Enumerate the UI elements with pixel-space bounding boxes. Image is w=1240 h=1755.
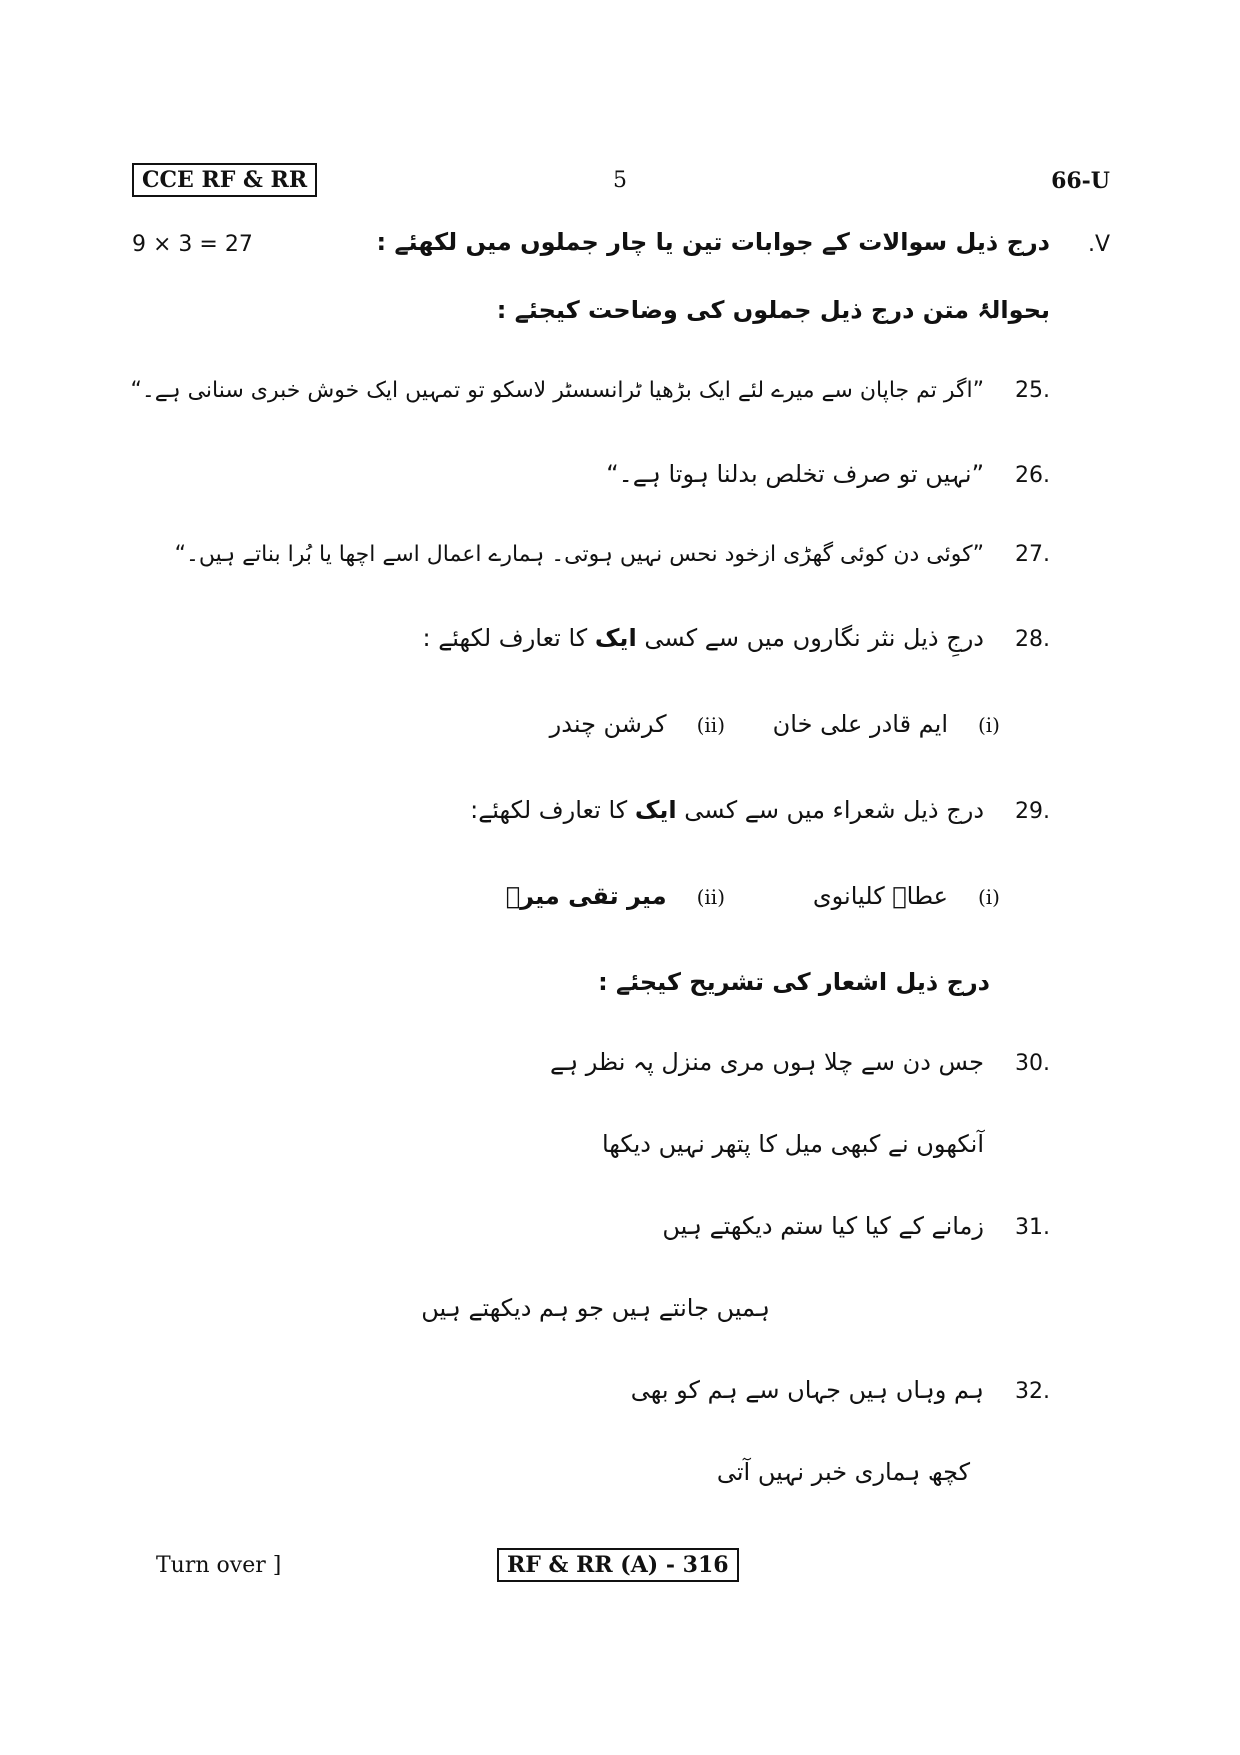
question-number: 26. [1015,463,1050,488]
question-29 [470,796,1050,824]
question-number: 30. [1015,1051,1050,1076]
question-number: 25. [1015,378,1050,403]
question-text-after: کا تعارف لکھئے : [422,624,588,652]
option-label: (ii) [696,713,725,737]
question-text-before: درجِ ذیل نثر نگاروں میں سے کسی [644,624,984,652]
q28-option-1 [773,710,1000,738]
question-number: 28. [1015,627,1050,652]
question-number: 32. [1015,1379,1050,1404]
option-label: (i) [977,885,1000,909]
option-text: ایم قادر علی خان [772,710,948,738]
option-label: (ii) [696,885,725,909]
option-text: عطاؔ کلیانوی [812,882,948,910]
question-number: 31. [1015,1215,1050,1240]
header-left-box [132,163,317,197]
question-text-bold: ایک [634,796,677,824]
question-26 [606,460,1050,488]
question-text: ”کوئی دن کوئی گھڑی ازخود نحس نہیں ہوتی۔ ہمارے اعمال اسے اچھا یا بُرا بناتے ہیں۔“ [174,542,984,567]
poetry-instruction: درج ذیل اشعار کی تشریح کیجئے : [598,968,990,996]
q29-option-2 [506,882,725,910]
question-text: ”نہیں تو صرف تخلص بدلنا ہوتا ہے۔“ [606,460,984,488]
q30-verse-line-2: آنکھوں نے کبھی میل کا پتھر نہیں دیکھا [601,1130,984,1158]
question-text-after: کا تعارف لکھئے: [470,796,628,824]
footer-code-box [497,1548,739,1582]
header-left-text: CCE RF & RR [142,167,308,193]
option-text: میر تقی میرؔ [505,882,667,910]
question-30 [550,1048,1050,1076]
page-number: 5 [613,168,627,193]
option-text: کرشن چندر [549,710,667,738]
verse-line-1: زمانے کے کیا کیا ستم دیکھتے ہیں [662,1212,984,1240]
verse-line-1: ہم وہاں ہیں جہاں سے ہم کو بھی [630,1376,984,1404]
question-text-before: درج ذیل شعراء میں سے کسی [684,796,984,824]
verse-line-1: جس دن سے چلا ہوں مری منزل پہ نظر ہے [550,1048,984,1076]
section-label: .V [1087,232,1110,257]
q28-option-2 [550,710,725,738]
footer-code-text: RF & RR (A) - 316 [507,1552,729,1578]
q29-option-1 [813,882,1000,910]
question-number: 29. [1015,799,1050,824]
question-31 [662,1212,1050,1240]
question-text [423,624,984,652]
question-text [470,796,984,824]
option-label: (i) [977,713,1000,737]
question-text-bold: ایک [594,624,637,652]
question-28 [423,624,1050,652]
turn-over-text: Turn over ] [156,1553,282,1578]
q31-verse-line-2: ہمیں جانتے ہیں جو ہم دیکھتے ہیں [421,1294,770,1322]
section-marks: 9 × 3 = 27 [132,232,253,257]
question-25 [131,378,1050,403]
question-number: 27. [1015,542,1050,567]
question-27 [175,542,1050,567]
question-32 [631,1376,1050,1404]
q32-verse-line-2: کچھ ہماری خبر نہیں آتی [716,1458,970,1486]
paper-code: 66-U [1051,168,1110,194]
question-text: ”اگر تم جاپان سے میرے لئے ایک بڑھیا ٹرانسسٹر لاسکو تو تمہیں ایک خوش خبری سنانی ہے۔“ [130,378,984,403]
section-sub-instruction: بحوالۂ متن درج ذیل جملوں کی وضاحت کیجئے : [496,296,1050,324]
section-instruction: درج ذیل سوالات کے جوابات تین یا چار جملوں میں لکھئے : [376,228,1050,256]
